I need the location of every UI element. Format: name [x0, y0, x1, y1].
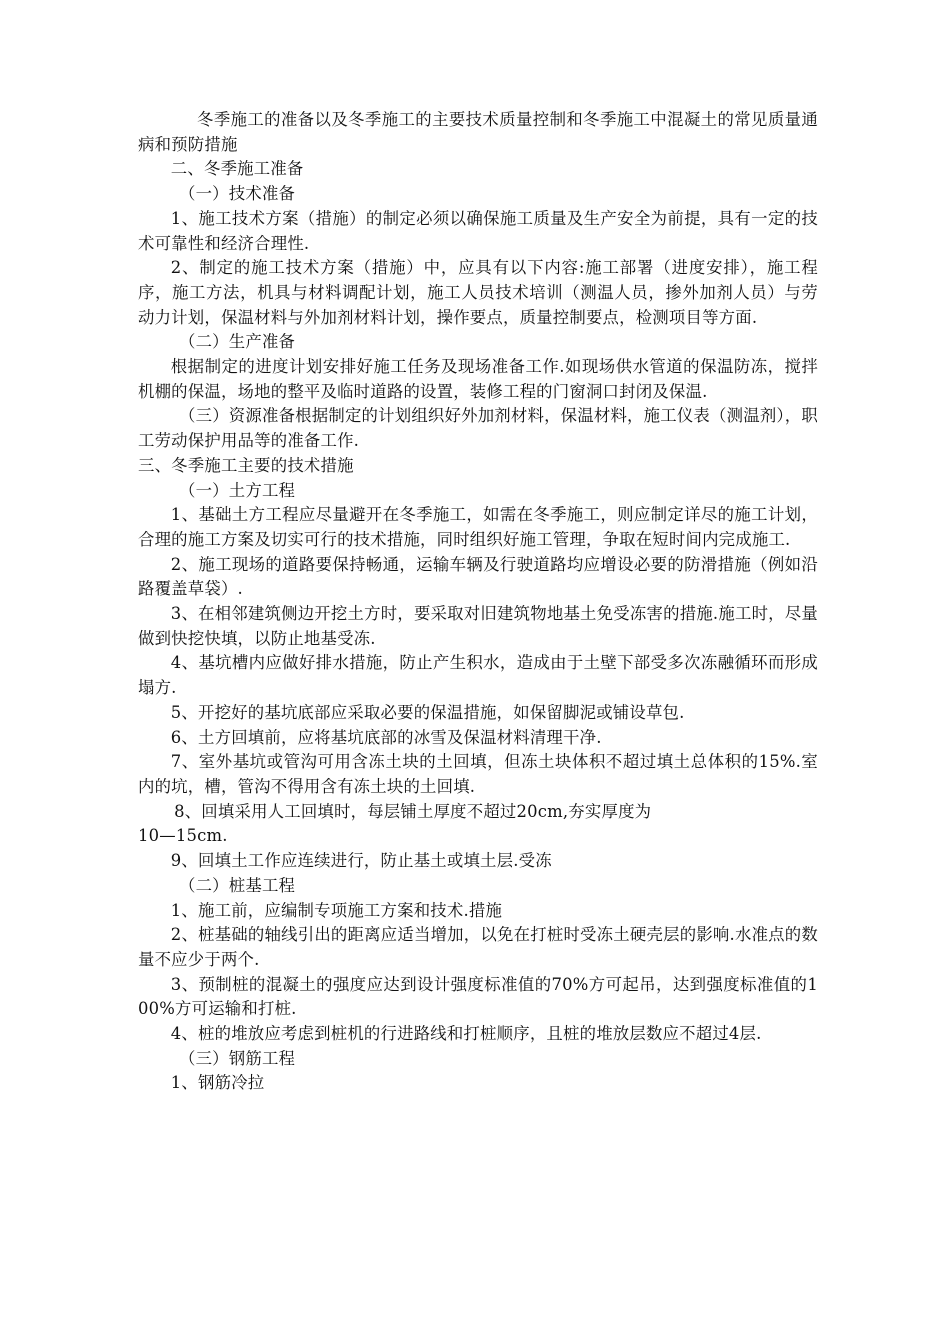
- body-paragraph: 1、钢筋冷拉: [170, 1073, 265, 1093]
- body-paragraph: 2、制定的施工技术方案（措施）中，应具有以下内容:施工部署（进度安排），施工程序，施工方法，机具与材料调配计划，施工人员技术培训（测温人员，掺外加剂人员）与劳动力计划，保温材料与外加剂材料计划，操作要点，质量控制要点，检测项目等方面.: [138, 258, 818, 327]
- body-paragraph: 6、土方回填前，应将基坑底部的冰雪及保温材料清理干净.: [170, 727, 602, 747]
- body-paragraph: 4、桩的堆放应考虑到桩机的行进路线和打桩顺序，且桩的堆放层数应不超过4层.: [170, 1024, 762, 1044]
- body-paragraph-continuation: 10—15cm.: [138, 826, 228, 846]
- body-paragraph: 4、基坑槽内应做好排水措施，防止产生积水，造成由于土壁下部受多次冻融循环而形成塌方.: [138, 653, 818, 698]
- body-paragraph: 8、回填采用人工回填时，每层铺土厚度不超过20cm,夯实厚度为: [174, 801, 652, 821]
- subsection-heading-rebar: （三）钢筋工程: [179, 1048, 296, 1068]
- section-heading-3: 三、冬季施工主要的技术措施: [138, 455, 354, 475]
- body-paragraph: 5、开挖好的基坑底部应采取必要的保温措施，如保留脚泥或铺设草包.: [170, 702, 685, 722]
- body-paragraph: 1、基础土方工程应尽量避开在冬季施工，如需在冬季施工，则应制定详尽的施工计划，合理的施工方案及切实可行的技术措施，同时组织好施工管理，争取在短时间内完成施工.: [138, 505, 818, 549]
- body-paragraph: （三）资源准备根据制定的计划组织好外加剂材料，保温材料，施工仪表（测温剂），职工劳动保护用品等的准备工作.: [138, 406, 818, 451]
- body-paragraph: 3、在相邻建筑侧边开挖土方时，要采取对旧建筑物地基土免受冻害的措施.施工时，尽量做到快挖快填，以防止地基受冻.: [138, 604, 818, 648]
- body-paragraph: 根据制定的进度计划安排好施工任务及现场准备工作.如现场供水管道的保温防冻，搅拌机棚的保温，场地的整平及临时道路的设置，装修工程的门窗洞口封闭及保温.: [138, 357, 818, 401]
- subsection-heading-pile-foundation: （二）桩基工程: [179, 875, 296, 895]
- body-paragraph: 1、施工前，应编制专项施工方案和技术.措施: [170, 900, 503, 920]
- intro-paragraph: 冬季施工的准备以及冬季施工的主要技术质量控制和冬季施工中混凝土的常见质量通病和预防措施: [138, 110, 818, 154]
- document-body: [138, 108, 818, 1096]
- body-paragraph: 9、回填土工作应连续进行，防止基土或填土层.受冻: [170, 851, 552, 871]
- subsection-heading-production-prep: （二）生产准备: [179, 332, 296, 352]
- body-paragraph: 2、桩基础的轴线引出的距离应适当增加，以免在打桩时受冻土硬壳层的影响.水准点的数量不应少于两个.: [138, 925, 818, 969]
- body-paragraph: 1、施工技术方案（措施）的制定必须以确保施工质量及生产安全为前提，具有一定的技术可靠性和经济合理性.: [138, 208, 818, 253]
- body-paragraph: 7、室外基坑或管沟可用含冻土块的土回填，但冻土块体积不超过填土总体积的15%.室内的坑，槽，管沟不得用含有冻土块的土回填.: [138, 752, 818, 796]
- body-paragraph: 2、施工现场的道路要保持畅通，运输车辆及行驶道路均应增设必要的防滑措施（例如沿路覆盖草袋）.: [138, 554, 818, 599]
- subsection-heading-tech-prep: （一）技术准备: [179, 184, 296, 204]
- subsection-heading-earthwork: （一）土方工程: [179, 480, 296, 500]
- body-paragraph: 3、预制桩的混凝土的强度应达到设计强度标准值的70%方可起吊，达到强度标准值的100%方可运输和打桩.: [138, 974, 818, 1019]
- section-heading-2: 二、冬季施工准备: [170, 159, 304, 179]
